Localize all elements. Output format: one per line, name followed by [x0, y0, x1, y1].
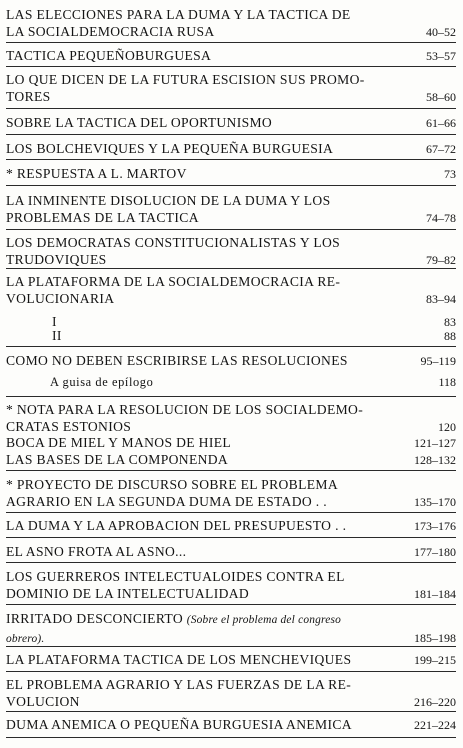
divider [6, 512, 456, 513]
divider [6, 537, 456, 538]
toc-entry-title: LA INMINENTE DISOLUCION DE LA DUMA Y LOS [6, 193, 331, 208]
toc-entry-pages: 135–170 [414, 495, 456, 509]
toc-entry-pages: 95–119 [420, 354, 456, 368]
toc-entry-title: SOBRE LA TACTICA DEL OPORTUNISMO [6, 115, 273, 130]
toc-entry-title: TACTICA PEQUEÑOBURGUESA [6, 48, 212, 63]
toc-subentry-title: I [52, 314, 57, 329]
toc-entry-title: BOCA DE MIEL Y MANOS DE HIEL [6, 435, 232, 450]
toc-entry-title-continued: LA SOCIALDEMOCRACIA RUSA [6, 24, 215, 39]
divider [6, 185, 456, 186]
toc-entry-title: LOS GUERREROS INTELECTUALOIDES CONTRA EL [6, 569, 345, 584]
toc-entry-pages: 53–57 [426, 49, 456, 63]
toc-entry-pages: 121–127 [414, 436, 456, 450]
toc-entry-title: * RESPUESTA A L. MARTOV [6, 166, 187, 181]
divider [6, 66, 456, 67]
toc-entry [6, 165, 456, 183]
toc-subentry-pages: 88 [444, 329, 456, 343]
toc-entry-title-continued: VOLUCION [6, 694, 80, 709]
divider [6, 562, 456, 563]
toc-entry [6, 192, 456, 227]
toc-entry [6, 517, 456, 535]
divider [6, 134, 456, 135]
toc-entry-title: LA PLATAFORMA DE LA SOCIALDEMOCRACIA RE- [6, 274, 341, 289]
toc-entry [6, 401, 456, 436]
toc-entry-pages: 83–94 [426, 292, 456, 306]
toc-entry-title: EL ASNO FROTA AL ASNO... [6, 544, 187, 559]
toc-entry-title: DUMA ANEMICA O PEQUEÑA BURGUESIA ANEMICA [6, 717, 352, 732]
toc-entry-pages: 216–220 [414, 695, 456, 709]
divider [6, 42, 456, 43]
toc-entry-pages: 128–132 [414, 453, 456, 467]
toc-subentry-pages: 83 [444, 315, 456, 329]
toc-entry [6, 568, 456, 603]
toc-entry-title-continued: VOLUCIONARIA [6, 291, 115, 306]
toc-entry [6, 476, 456, 511]
toc-entry-note: (Sobre el problema del congreso [186, 614, 342, 626]
divider [6, 604, 456, 605]
toc-entry-pages: 73 [444, 167, 456, 181]
toc-entry [6, 610, 456, 648]
toc-entry [6, 140, 456, 158]
toc-entry-title: LOS BOLCHEVIQUES Y LA PEQUEÑA BURGUESIA [6, 141, 334, 156]
toc-subentry [6, 327, 456, 345]
toc-entry-title: LA DUMA Y LA APROBACION DEL PRESUPUESTO . . [6, 518, 347, 533]
divider [6, 268, 456, 269]
toc-entry-title-continued: AGRARIO EN LA SEGUNDA DUMA DE ESTADO . . [6, 494, 328, 509]
toc-entry-pages: 185–198 [414, 631, 456, 645]
toc-entry [6, 273, 456, 308]
divider [6, 229, 456, 230]
toc-entry-title-continued: DOMINIO DE LA INTELECTUALIDAD [6, 586, 250, 601]
toc-entry [6, 651, 456, 669]
divider [6, 711, 456, 712]
toc-entry-title-continued: PROBLEMAS DE LA TACTICA [6, 210, 199, 225]
toc-entry-pages: 181–184 [414, 587, 456, 601]
toc-entry [6, 434, 456, 452]
toc-entry-title-continued: TORES [6, 89, 51, 104]
toc-entry-pages: 58–60 [426, 90, 456, 104]
toc-subentry [6, 374, 456, 391]
toc-entry-pages: 40–52 [426, 25, 456, 39]
toc-entry [6, 716, 456, 734]
toc-entry [6, 114, 456, 132]
toc-entry [6, 47, 456, 65]
toc-entry-title-continued: TRUDOVIQUES [6, 252, 107, 267]
toc-entry [6, 6, 456, 41]
toc-entry-pages: 199–215 [414, 653, 456, 667]
toc-entry-title: LOS DEMOCRATAS CONSTITUCIONALISTAS Y LOS [6, 235, 341, 250]
toc-entry [6, 676, 456, 711]
toc-entry-title: LO QUE DICEN DE LA FUTURA ESCISION SUS PROMO- [6, 72, 365, 87]
toc-entry [6, 234, 456, 269]
toc-subentry-pages: 118 [438, 375, 456, 389]
toc-entry-pages: 61–66 [426, 116, 456, 130]
divider [6, 470, 456, 471]
toc-entry-title: COMO NO DEBEN ESCRIBIRSE LAS RESOLUCIONES [6, 353, 348, 368]
divider [6, 159, 456, 160]
divider [6, 737, 456, 738]
toc-entry-pages: 173–176 [414, 519, 456, 533]
toc-entry-note-continued: obrero). [6, 633, 45, 645]
toc-entry [6, 71, 456, 106]
toc-subentry-title: A guisa de epílogo [50, 375, 154, 389]
toc-entry-title: * NOTA PARA LA RESOLUCION DE LOS SOCIALDEMO- [6, 402, 364, 417]
toc-entry-pages: 74–78 [426, 211, 456, 225]
toc-entry-title: EL PROBLEMA AGRARIO Y LAS FUERZAS DE LA RE- [6, 677, 352, 692]
toc-subentry-title: II [52, 328, 62, 343]
toc-entry [6, 543, 456, 561]
divider [6, 108, 456, 109]
toc-entry [6, 352, 456, 370]
toc-entry-pages: 120 [438, 420, 456, 434]
toc-entry-title: * PROYECTO DE DISCURSO SOBRE EL PROBLEMA [6, 477, 338, 492]
divider [6, 346, 456, 347]
toc-entry-pages: 67–72 [426, 142, 456, 156]
divider [6, 396, 456, 397]
toc-entry-pages: 221–224 [414, 718, 456, 732]
toc-entry-title: LAS ELECCIONES PARA LA DUMA Y LA TACTICA DE [6, 7, 351, 22]
toc-entry-pages: 79–82 [426, 253, 456, 267]
divider [6, 671, 456, 672]
toc-entry-pages: 177–180 [414, 545, 456, 559]
toc-entry [6, 451, 456, 469]
toc-entry-title-continued: CRATAS ESTONIOS [6, 419, 132, 434]
toc-entry-title: LAS BASES DE LA COMPONENDA [6, 452, 229, 467]
toc-entry-title: IRRITADO DESCONCIERTO [6, 611, 184, 626]
divider [6, 646, 456, 647]
toc-entry-title: LA PLATAFORMA TACTICA DE LOS MENCHEVIQUES [6, 652, 352, 667]
